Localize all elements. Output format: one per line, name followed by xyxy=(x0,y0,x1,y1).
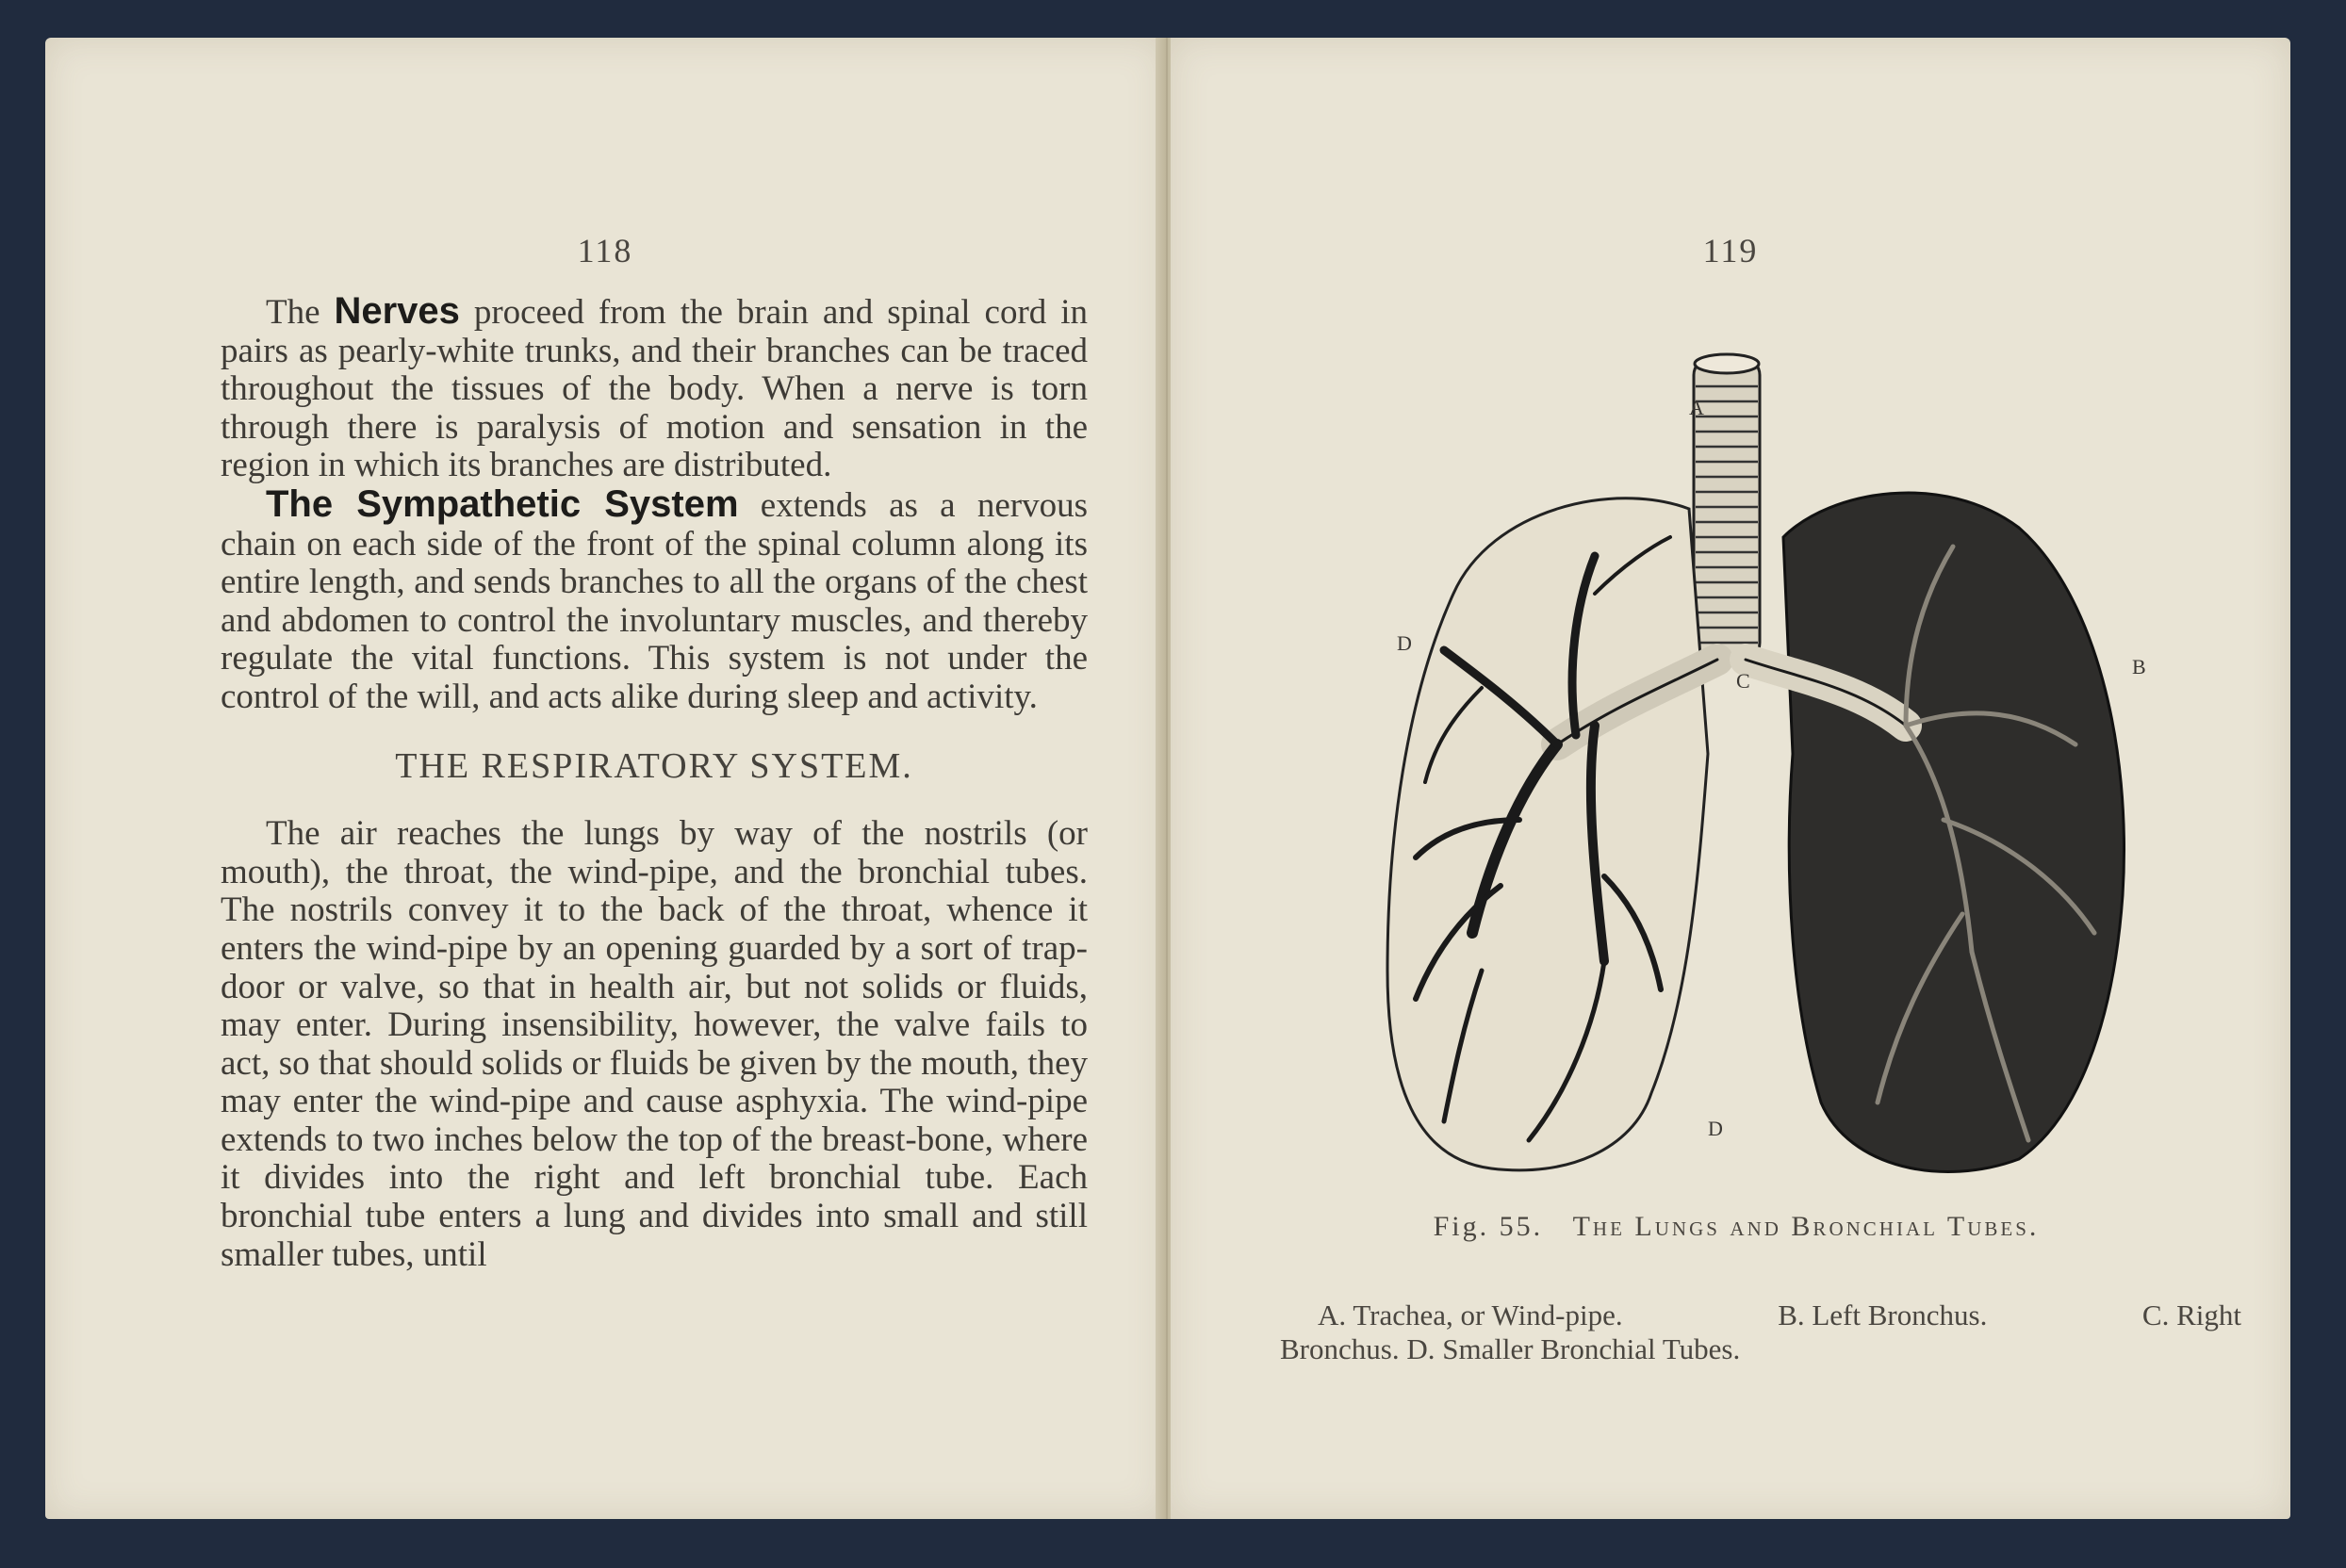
paragraph-nerves xyxy=(221,292,1088,485)
label-c: C xyxy=(1736,669,1750,693)
right-page xyxy=(1171,38,2290,1519)
term-sympathetic-system: The Sympathetic System xyxy=(266,482,739,525)
label-d: D xyxy=(1397,631,1412,655)
paragraph-nerves-body: proceed from the brain and spinal cord in pairs as pearly-white trunks, and their branches can be traced throughout the tissues of the body. When a nerve is torn through there is paralysis of motion and sensation in the region in which its branches are distributed. xyxy=(221,293,1088,485)
page-number-left: 118 xyxy=(577,232,633,270)
legend-c: C. Right xyxy=(2141,1298,2241,1331)
lungs-illustration xyxy=(1378,349,2151,1197)
paragraph-sympathetic xyxy=(221,482,1088,717)
paragraph-respiratory: The air reaches the lungs by way of the nostrils (or mouth), the throat, the wind-pipe, and the bronchial tubes. The nostrils convey it to the back of the throat, whence it enters the wind-pipe by an opening guarded by a sort of trap-door or valve, so that in health air, but not solids or fluids, may enter. During insensibility, however, the valve fails to act, so that should solids or fluids be given by the mouth, they may enter the wind-pipe and cause asphyxia. The wind-pipe extends to two inches below the top of the breast-bone, where it divides into the right and left bronchial tube. Each bronchial tube enters a lung and divides into small and still smaller tubes, until xyxy=(221,814,1088,1274)
section-heading: THE RESPIRATORY SYSTEM. xyxy=(395,745,913,786)
legend-line-1 xyxy=(1280,1298,2241,1332)
label-a: A xyxy=(1689,396,1704,419)
figure-title: The Lungs and Bronchial Tubes. xyxy=(1572,1211,2040,1242)
paragraph-sympathetic-body: extends as a nervous chain on each side of the front of the spinal column along its entire length, and sends branches to all the organs of the chest and abdomen to control the involuntary muscles, and thereby regulate the vital functions. This system is not under the control of the will, and acts alike during sleep and activity. xyxy=(221,485,1088,716)
label-d-lower: D xyxy=(1708,1117,1723,1140)
legend-b: B. Left Bronchus. xyxy=(1778,1298,1988,1331)
figure-caption xyxy=(1284,1211,2189,1243)
left-lung-outline xyxy=(1387,498,1708,1170)
figure-legend xyxy=(1280,1298,2241,1366)
left-page-text xyxy=(221,292,1088,1274)
paragraph-nerves-lead: The xyxy=(266,293,335,332)
label-b: B xyxy=(2132,655,2146,678)
left-page xyxy=(45,38,1165,1519)
legend-line-2: Bronchus. D. Smaller Bronchial Tubes. xyxy=(1280,1332,1741,1365)
page-number-right: 119 xyxy=(1702,232,1759,270)
term-nerves: Nerves xyxy=(334,290,460,332)
legend-a: A. Trachea, or Wind-pipe. xyxy=(1318,1298,1623,1331)
figure-number: Fig. 55. xyxy=(1433,1211,1544,1242)
